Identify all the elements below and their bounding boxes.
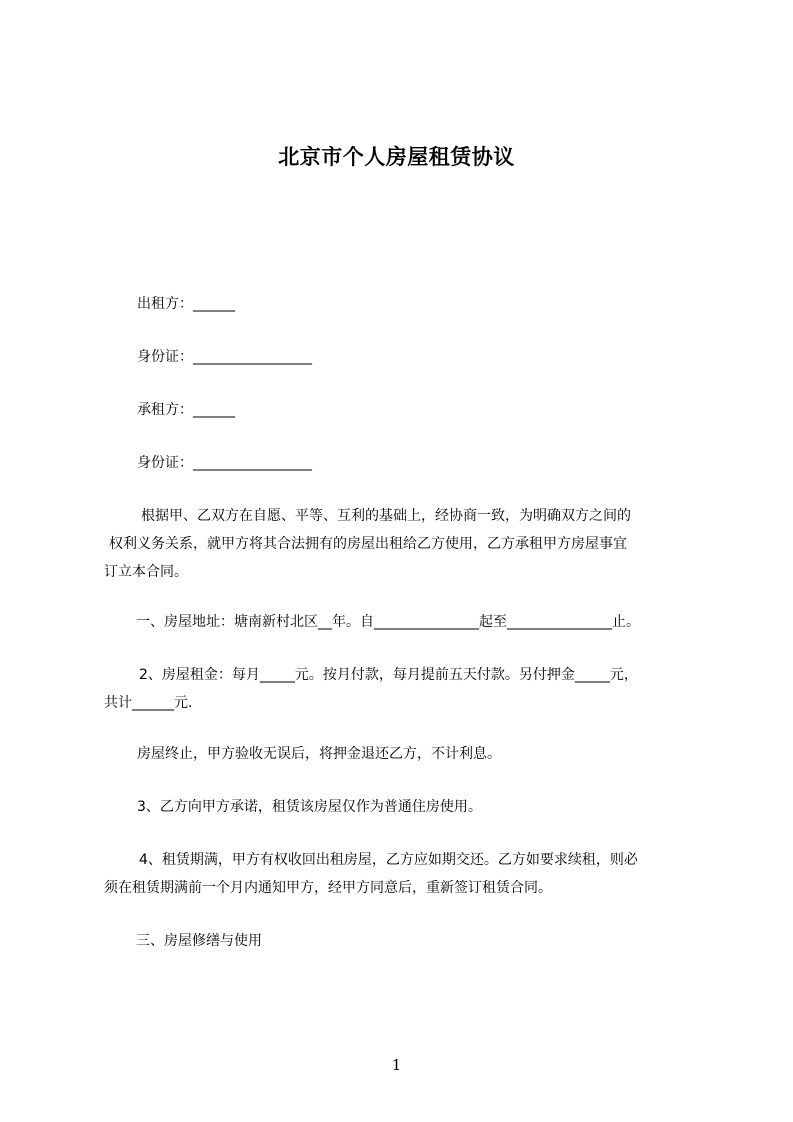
clause-rent-line-1: 2、房屋租金：每月_____元。按月付款，每月提前五天付款。另付押金_____元， <box>139 667 638 683</box>
page-number: 1 <box>391 1056 402 1074</box>
clause-usage: 3、乙方向甲方承诺，租赁该房屋仅作为普通住房使用。 <box>137 799 482 815</box>
document-title: 北京市个人房屋租赁协议 <box>278 145 515 169</box>
deposit-return-text: 房屋终止，甲方验收无误后，将押金退还乙方，不计利息。 <box>137 746 501 762</box>
clause-house-address: 一、房屋地址：塘南新村北区__年。自_______________起至_______________止。 <box>136 614 640 630</box>
lessee-id-line: 身份证：_________________ <box>137 455 312 471</box>
lessee-line: 承租方：______ <box>137 402 235 418</box>
intro-line-2: 权利义务关系，就甲方将其合法拥有的房屋出租给乙方使用，乙方承租甲方房屋事宜 <box>109 536 627 552</box>
clause-renewal-line-2: 须在租赁期满前一个月内通知甲方，经甲方同意后，重新签订租赁合同。 <box>104 880 552 896</box>
intro-line-1: 根据甲、乙双方在自愿、平等、互利的基础上，经协商一致，为明确双方之间的 <box>141 508 631 524</box>
intro-line-3: 订立本合同。 <box>104 564 188 580</box>
lessor-id-line: 身份证：_________________ <box>137 349 312 365</box>
lessor-line: 出租方：______ <box>137 296 235 312</box>
clause-renewal-line-1: 4、租赁期满，甲方有权收回出租房屋，乙方应如期交还。乙方如要求续租，则必 <box>139 852 638 868</box>
section-repair-heading: 三、房屋修缮与使用 <box>136 933 262 949</box>
clause-rent-line-2: 共计______元. <box>104 695 193 711</box>
